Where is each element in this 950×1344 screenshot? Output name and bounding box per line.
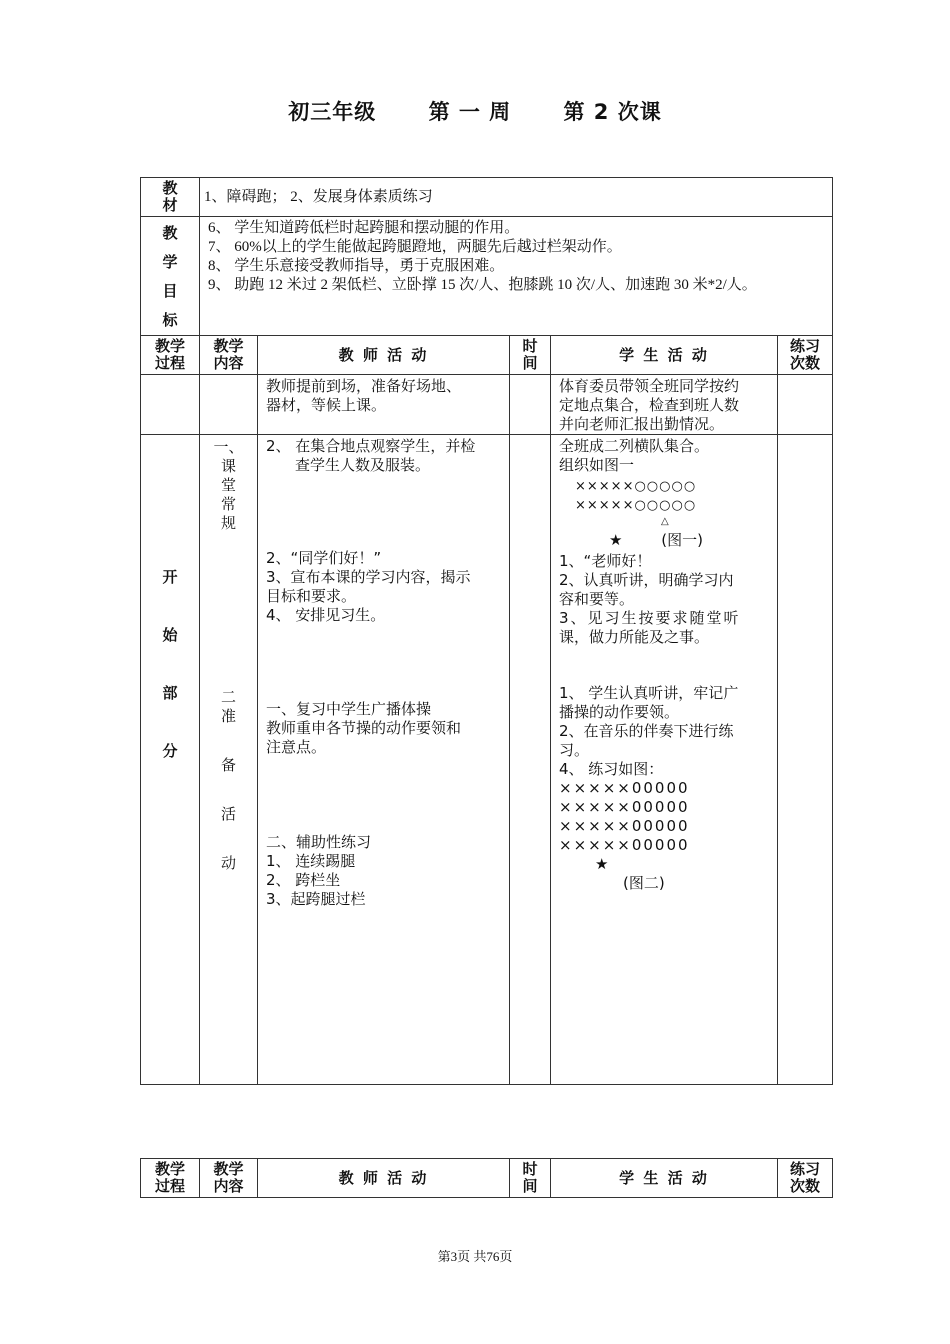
content-warmup: 二 准 备 活 动 bbox=[220, 688, 236, 872]
header-teacher: 教 师 活 动 bbox=[258, 336, 510, 375]
page-number: 第3页 共76页 bbox=[437, 1249, 513, 1264]
header-reps: 练习 次数 bbox=[778, 336, 833, 375]
teacher-triangle-icon: △ bbox=[661, 516, 669, 527]
start-time bbox=[510, 435, 551, 1085]
star-icon: ★ bbox=[609, 531, 623, 549]
teacher-block-1: 2、 在集合地点观察学生，并检 查学生人数及服装。 bbox=[266, 437, 476, 474]
prep-time bbox=[510, 375, 551, 435]
fig2-caption: (图二) bbox=[623, 874, 665, 892]
header-content: 教学 内容 bbox=[200, 336, 258, 375]
formation-figure-2 bbox=[559, 779, 773, 893]
header-student: 学 生 活 动 bbox=[551, 336, 778, 375]
fig2-row: ×××××00000 bbox=[559, 817, 690, 835]
material-label: 教 材 bbox=[141, 178, 200, 217]
fig1-row: ×××××○○○○○ bbox=[575, 479, 697, 494]
start-teacher bbox=[258, 435, 510, 1085]
goal-item: 7、 60%以上的学生能做起跨腿蹬地，两腿先后越过栏架动作。 bbox=[208, 239, 622, 255]
goals-label: 教 学 目 标 bbox=[141, 217, 200, 336]
goals-list bbox=[200, 217, 833, 336]
goal-item: 8、 学生乐意接受教师指导，勇于克服困难。 bbox=[208, 258, 505, 274]
title-lesson: 第 2 次课 bbox=[563, 100, 662, 124]
continuation-header-table bbox=[140, 1158, 833, 1198]
prep-reps bbox=[778, 375, 833, 435]
header-process: 教学 过程 bbox=[141, 1159, 200, 1198]
teacher-block-4: 二、辅助性练习 1、 连续踢腿 2、 跨栏坐 3、起跨腿过栏 bbox=[266, 833, 372, 908]
fig1-row: ×××××○○○○○ bbox=[575, 498, 697, 513]
header-teacher: 教 师 活 动 bbox=[258, 1159, 510, 1198]
student-block-3: 1、 学生认真听讲，牢记广 播操的动作要领。 2、在音乐的伴奏下进行练 习。 4、 练习如图： bbox=[559, 684, 739, 778]
fig2-row: ×××××00000 bbox=[559, 779, 690, 797]
goal-item: 6、 学生知道跨低栏时起跨腿和摆动腿的作用。 bbox=[208, 220, 520, 236]
page-title bbox=[0, 96, 950, 126]
student-block-1: 全班成二列横队集合。 组织如图一 bbox=[559, 437, 710, 474]
start-student bbox=[551, 435, 778, 1085]
start-reps bbox=[778, 435, 833, 1085]
formation-figure-1 bbox=[559, 477, 773, 551]
title-grade: 初三年级 bbox=[288, 100, 377, 124]
prep-process bbox=[141, 375, 200, 435]
start-content bbox=[200, 435, 258, 1085]
header-reps: 练习 次数 bbox=[778, 1159, 833, 1198]
teacher-block-3: 一、复习中学生广播体操 教师重申各节操的动作要领和 注意点。 bbox=[266, 700, 462, 756]
prep-student: 体育委员带领全班同学按约 定地点集合，检查到班人数 并向老师汇报出勤情况。 bbox=[551, 375, 778, 435]
teacher-block-2: 2、“同学们好！” 3、宣布本课的学习内容，揭示 目标和要求。 4、 安排见习生。 bbox=[266, 549, 471, 624]
start-section-label: 开 始 部 分 bbox=[141, 435, 200, 1085]
material-text: 1、障碍跑； 2、发展身体素质练习 bbox=[200, 178, 833, 217]
star-icon: ★ bbox=[595, 855, 609, 873]
header-process: 教学 过程 bbox=[141, 336, 200, 375]
content-routine: 一、 课 堂 常 规 bbox=[213, 438, 244, 532]
fig2-row: ×××××00000 bbox=[559, 798, 690, 816]
header-student: 学 生 活 动 bbox=[551, 1159, 778, 1198]
goal-item: 9、 助跑 12 米过 2 架低栏、立卧撑 15 次/人、抱膝跳 10 次/人、加速跑 30 米*2/人。 bbox=[208, 277, 757, 293]
fig1-caption: (图一) bbox=[661, 531, 703, 549]
student-block-2: 1、“老师好！ 2、认真听讲，明确学习内 容和要等。 3、见习生按要求随堂听 课，做力所能及之事。 bbox=[559, 552, 741, 646]
fig1-marker bbox=[575, 529, 773, 551]
prep-content bbox=[200, 375, 258, 435]
header-content: 教学 内容 bbox=[200, 1159, 258, 1198]
fig2-row: ×××××00000 bbox=[559, 836, 690, 854]
header-time: 时 间 bbox=[510, 1159, 551, 1198]
prep-teacher: 教师提前到场，准备好场地、 器材，等候上课。 bbox=[258, 375, 510, 435]
lesson-table bbox=[140, 177, 833, 1085]
header-time: 时 间 bbox=[510, 336, 551, 375]
title-week: 第 一 周 bbox=[428, 100, 512, 124]
